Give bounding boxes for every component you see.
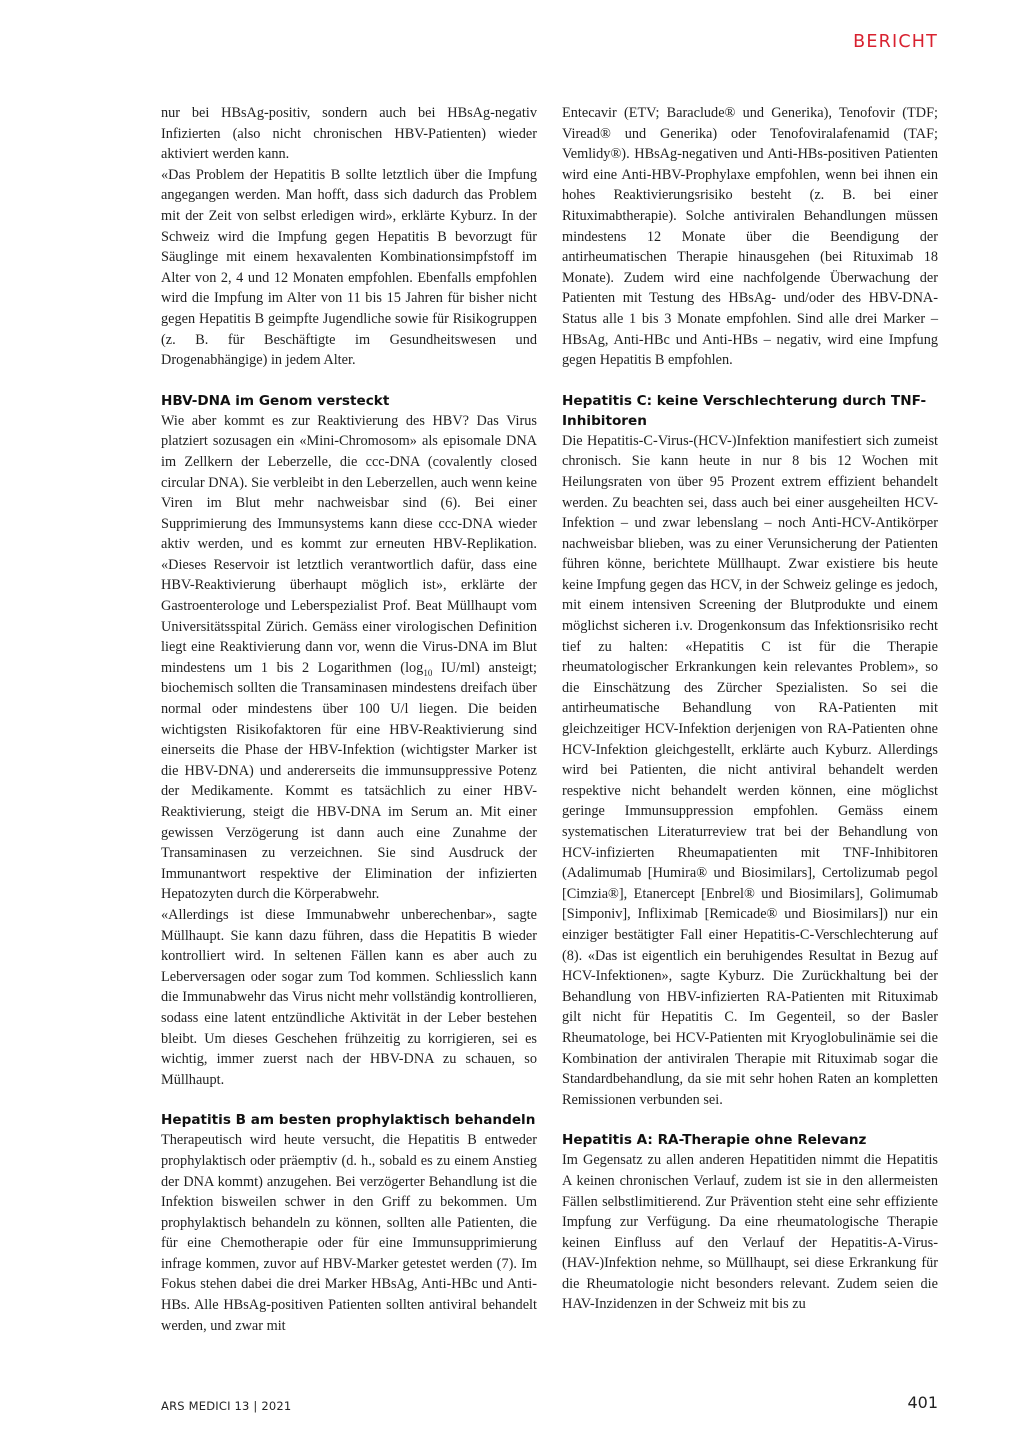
section-heading: Hepatitis A: RA-Therapie ohne Relevanz — [562, 1132, 867, 1149]
paragraph: Entecavir (ETV; Baraclude® und Generika), Tenofovir (TDF; Viread® und Generika) oder Tenofoviralafenamid (TAF; Vemlidy®). HBsAg-negativen und Anti-HBs-positiven Patienten wird eine Anti-HBV-Prophylaxe empfohlen, wenn bei ihnen ein hohes Reaktivierungsrisiko besteht (z. B. bei einer Rituximabtherapie). Solche antiviralen Behandlungen müssen mindestens 12 Monate über die Beendigung der antirheumatischen Therapie hinausgehen (bei Rituximab 18 Monate). Zudem wird eine nachfolgende Überwachung der Patienten mit Testung des HBsAg- und/oder des HBV-DNA-Status alle 1 bis 3 Monate empfohlen. Sind alle drei Marker – HBsAg, Anti-HBc und Anti-HBs – negativ, wird eine Impfung gegen Hepatitis B empfohlen. — [562, 105, 938, 369]
paragraph: «Das Problem der Hepatitis B sollte letztlich über die Impfung angegangen werden. Man hofft, dass sich dadurch das Problem mit der Zeit von selbst erledigen wird», erklärte Kyburz. In der Schweiz wird die Impfung gegen Hepatitis B bevorzugt für Säuglinge mit einem hexavalenten Kombinationsimpfstoff im Alter von 2, 4 und 12 Monaten empfohlen. Ebenfalls empfohlen wird die Impfung im Alter von 11 bis 15 Jahren für bisher nicht gegen Hepatitis B geimpfte Jugendliche sowie für Risikogruppen (z. B. für Beschäftigte im Gesundheitswesen und Drogenabhängige) in jedem Alter. — [161, 166, 537, 369]
section-heading: Hepatitis B am besten prophylaktisch behandeln — [161, 1112, 536, 1129]
section-heading: Hepatitis C: keine Verschlechterung durch TNF-Inhibitoren — [562, 392, 927, 429]
page-number: 401 — [907, 1393, 938, 1412]
paragraph: Im Gegensatz zu allen anderen Hepatitiden nimmt die Hepatitis A keinen chronischen Verlauf, zudem ist sie in den allermeisten Fällen selbstlimitierend. Zur Prävention steht eine sehr effiziente Impfung zur Verfügung. Da eine rheumatologische Therapie keinen Einfluss auf den Verlauf der Hepatitis-A-Virus-(HAV-)Infektion nehme, so Müllhaupt, sei diese Erkrankung für die Rheumatologie nicht besonders relevant. Zudem seien die HAV-Inzidenzen in der Schweiz mit bis zu — [562, 1152, 938, 1313]
paragraph: nur bei HBsAg-positiv, sondern auch bei HBsAg-negativ Infizierten (also nicht chronischen HBV-Patienten) wieder aktiviert werden kann. — [161, 105, 537, 163]
journal-footer: ARS MEDICI 13 | 2021 — [161, 1399, 292, 1413]
paragraph: Therapeutisch wird heute versucht, die Hepatitis B entweder prophylaktisch oder präemptiv (d. h., sobald es zu einem Anstieg der DNA kommt) anzugehen. Bei verzögerter Behandlung ist die Infektion bisweilen schwer in den Griff zu bekommen. Um prophylaktisch behandeln zu können, sollten alle Patienten, die für eine Chemotherapie oder für eine Immunsupprimierung infrage kommen, zuvor auf HBV-Marker getestet werden (7). Im Fokus stehen dabei die drei Marker HBsAg, Anti-HBc und Anti-HBs. Alle HBsAg-positiven Patienten sollten antiviral behandelt werden, und zwar mit — [161, 1132, 537, 1334]
paragraph: Die Hepatitis-C-Virus-(HCV-)Infektion manifestiert sich zumeist chronisch. Sie kann heute in nur 8 bis 12 Wochen mit Heilungsraten von über 95 Prozent extrem effizient behandelt werden. Zu beachten sei, dass auch bei einer ausgeheilten HCV-Infektion – und zwar lebenslang – noch Anti-HCV-Antikörper nachweisbar blieben, was zu einer Verunsicherung der Patienten führen könne, berichtete Müllhaupt. Zwar existiere bis heute keine Impfung gegen das HCV, in der Schweiz gelinge es jedoch, mit einem intensiven Screening der Blutprodukte und einem möglichst sicheren i.v. Drogenkonsum das Infektionsrisiko recht tief zu halten: «Hepatitis C ist für die Therapie rheumatologischer Erkrankungen kein relevantes Problem», so die Einschätzung des Zürcher Spezialisten. So sei die antirheumatische Behandlung von RA-Patienten mit gleichzeitiger HCV-Infektion derjenigen von RA-Patienten ohne HCV-Infektion gleichgestellt, erklärte auch Kyburz. Allerdings wird bei Patienten, die nicht antiviral behandelt werden respektive nicht behandelt werden können, eine möglichst geringe Immunsuppression empfohlen. Gemäss einem systematischen Literaturreview trat bei der Behandlung von HCV-infizierten Rheumapatienten mit TNF-Inhibitoren (Adalimumab [Humira® und Biosimilars], Certolizumab pegol [Cimzia®], Etanercept [Enbrel® und Biosimilars], Golimumab [Simponiv], Infliximab [Remicade® und Biosimilars]) nur ein einziger bestätigter Fall einer Hepatitis-C-Verschlechterung auf (8). «Das ist eigentlich ein beruhigendes Resultat in Bezug auf HCV-Infektionen», sagte Kyburz. Die Zurückhaltung bei der Behandlung von HBV-infizierten RA-Patienten mit Rituximab gilt nicht für Hepatitis C. Im Gegenteil, so der Basler Rheumatologe, bei HCV-Patienten mit Kryoglobulinämie sei die Kombination der antiviralen Therapie mit Rituximab sogar die Standardbehandlung, da sie mit sehr hohen Raten an kompletten Remissionen verbunden sei. — [562, 432, 938, 1108]
section-heading: HBV-DNA im Genom versteckt — [161, 392, 390, 409]
paragraph: «Allerdings ist diese Immunabwehr unberechenbar», sagte Müllhaupt. Sie kann dazu führen, dass die Hepatitis B wieder kontrolliert wird. In seltenen Fällen kann es aber auch zu Leberversagen oder sogar zum Tod kommen. Schliesslich kann die Immunabwehr das Virus nicht mehr vollständig kontrollieren, sodass eine latent entzündliche Aktivität in der Leber bestehen bleibt. Um dieses Geschehen frühzeitig zu korrigieren, sei es wichtig, immer zuerst nach der HBV-DNA zu schauen, so Müllhaupt. — [161, 906, 537, 1088]
subscript: 10 — [423, 667, 433, 678]
right-column — [562, 103, 938, 1315]
section-header: BERICHT — [853, 32, 938, 52]
left-column — [161, 103, 537, 1336]
paragraph: Wie aber kommt es zur Reaktivierung des HBV? Das Virus platziert sozusagen ein «Mini-Chromosom» als episomale DNA im Zellkern der Leberzelle, die ccc-DNA (covalently closed circular DNA). Sie verbleibt in den Leberzellen, auch wenn keine Viren im Blut mehr nachweisbar sind (6). Bei einer Supprimierung des Immunsystems kann diese ccc-DNA wieder aktiv werden, und es kommt zur erneuten HBV-Replikation. «Dieses Reservoir ist letztlich verantwortlich dafür, dass eine HBV-Reaktivierung überhaupt möglich ist», erklärte der Gastroenterologe und Leberspezialist Prof. Beat Müllhaupt vom Universitätsspital Zürich. Gemäss einer virologischen Definition liegt eine Reaktivierung dann vor, wenn die Virus-DNA im Blut mindestens um 1 bis 2 Logarithmen ($\log_{10}$ IU/ml) ansteigt; biochemisch sollten die Transaminasen mindestens dreifach über normal oder mindestens über 100 U/l liegen. Die beiden wichtigsten Risikofaktoren für eine HBV-Reaktivierung sind einerseits die Phase der HBV-Infektion (wichtigster Marker ist die HBV-DNA) und andererseits die immunsuppressive Potenz der Medikamente. Kommt es tatsächlich zu einer HBV-Reaktivierung, steigt die HBV-DNA im Serum an. Mit einer gewissen Verzögerung ist dann auch eine Zunahme der Transaminasen zu verzeichnen. Sie sind Ausdruck der Immunantwort respektive der Elimination der infizierten Hepatozyten durch die Körperabwehr. — [161, 412, 537, 903]
